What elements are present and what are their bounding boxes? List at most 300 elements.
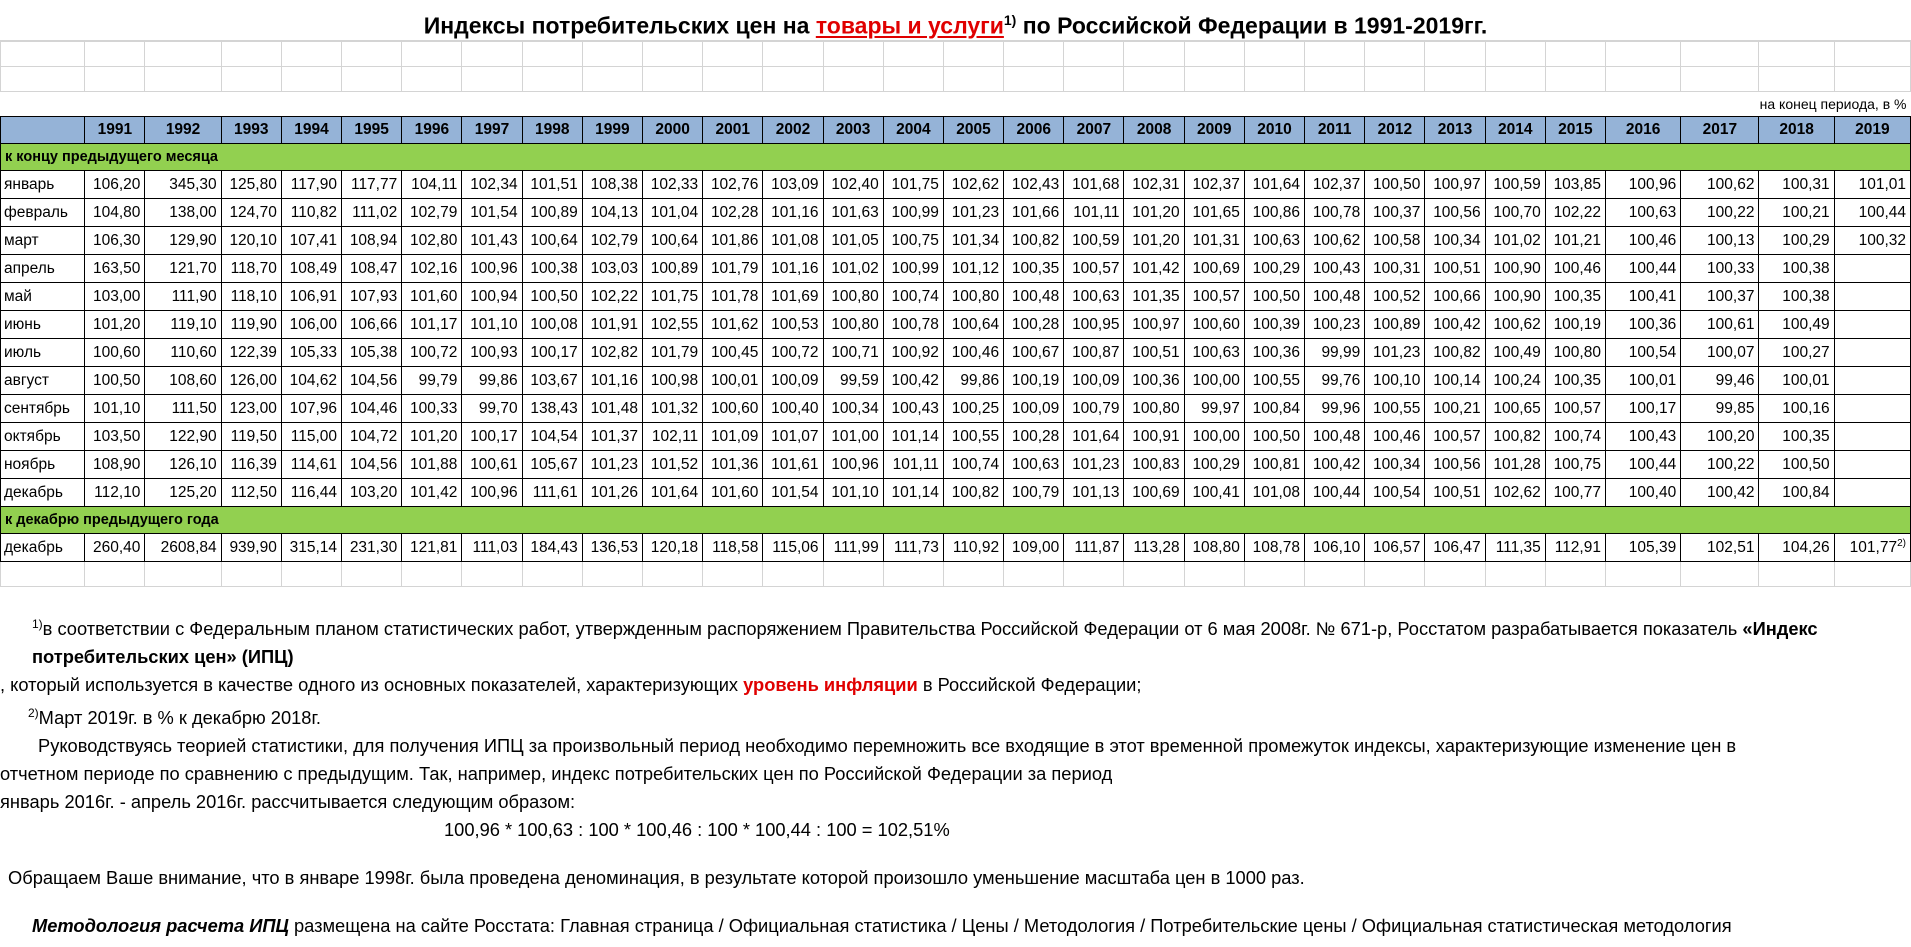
value-cell[interactable]: 100,65 — [1485, 395, 1545, 423]
value-cell[interactable]: 104,72 — [342, 423, 402, 451]
value-cell[interactable]: 100,43 — [883, 395, 943, 423]
value-cell[interactable]: 100,29 — [1184, 451, 1244, 479]
value-cell[interactable]: 101,69 — [763, 283, 823, 311]
value-cell[interactable]: 100,48 — [1305, 423, 1365, 451]
empty-cell[interactable] — [823, 42, 883, 67]
year-header[interactable]: 2016 — [1605, 117, 1680, 144]
empty-cell[interactable] — [943, 562, 1003, 587]
empty-cell[interactable] — [823, 67, 883, 92]
empty-cell[interactable] — [402, 67, 462, 92]
value-cell[interactable]: 100,55 — [1244, 367, 1304, 395]
empty-cell[interactable] — [462, 67, 522, 92]
value-cell[interactable]: 100,44 — [1305, 479, 1365, 507]
value-cell[interactable]: 100,42 — [883, 367, 943, 395]
empty-cell[interactable] — [823, 562, 883, 587]
value-cell[interactable]: 101,10 — [85, 395, 145, 423]
value-cell[interactable]: 100,50 — [1759, 451, 1834, 479]
value-cell[interactable]: 100,71 — [823, 339, 883, 367]
value-cell[interactable]: 101,21 — [1545, 227, 1605, 255]
value-cell[interactable]: 100,00 — [1184, 367, 1244, 395]
value-cell[interactable]: 108,94 — [342, 227, 402, 255]
empty-cell[interactable] — [943, 42, 1003, 67]
value-cell[interactable]: 100,44 — [1605, 451, 1680, 479]
value-cell[interactable]: 100,34 — [1365, 451, 1425, 479]
value-cell[interactable]: 100,91 — [1124, 423, 1184, 451]
year-header[interactable]: 2006 — [1004, 117, 1064, 144]
value-cell[interactable]: 101,78 — [703, 283, 763, 311]
section-monthly[interactable]: к концу предыдущего месяца — [1, 144, 1911, 171]
value-cell[interactable]: 101,07 — [763, 423, 823, 451]
value-cell[interactable]: 100,96 — [462, 479, 522, 507]
value-cell[interactable]: 100,46 — [943, 339, 1003, 367]
value-cell[interactable]: 101,01 — [1834, 171, 1910, 199]
empty-cell[interactable] — [1, 42, 85, 67]
empty-cell[interactable] — [883, 67, 943, 92]
value-cell[interactable] — [883, 534, 943, 562]
value-cell[interactable]: 115,00 — [281, 423, 341, 451]
empty-cell[interactable] — [145, 562, 221, 587]
value-cell[interactable]: 100,63 — [1605, 199, 1680, 227]
value-cell[interactable]: 100,14 — [1425, 367, 1485, 395]
value-cell[interactable]: 100,72 — [402, 339, 462, 367]
value-cell[interactable]: 100,96 — [823, 451, 883, 479]
value-cell[interactable]: 99,46 — [1681, 367, 1759, 395]
value-cell[interactable]: 129,90 — [145, 227, 221, 255]
value-cell[interactable]: 101,20 — [1124, 199, 1184, 227]
value-cell[interactable]: 101,23 — [943, 199, 1003, 227]
empty-cell[interactable] — [1305, 67, 1365, 92]
empty-cell[interactable] — [1124, 67, 1184, 92]
month-label[interactable]: декабрь — [1, 534, 85, 562]
value-cell[interactable] — [1834, 451, 1910, 479]
value-cell[interactable]: 100,83 — [1124, 451, 1184, 479]
value-cell[interactable]: 101,14 — [883, 423, 943, 451]
empty-cell[interactable] — [1605, 42, 1680, 67]
value-cell[interactable]: 101,28 — [1485, 451, 1545, 479]
value-cell[interactable]: 101,10 — [823, 479, 883, 507]
value-cell[interactable]: 103,85 — [1545, 171, 1605, 199]
value-cell[interactable]: 103,50 — [85, 423, 145, 451]
value-cell[interactable]: 100,35 — [1759, 423, 1834, 451]
value-cell[interactable] — [221, 534, 281, 562]
empty-cell[interactable] — [883, 562, 943, 587]
value-cell[interactable]: 100,80 — [823, 311, 883, 339]
value-cell[interactable]: 102,62 — [943, 171, 1003, 199]
value-cell[interactable]: 101,35 — [1124, 283, 1184, 311]
value-cell[interactable]: 104,56 — [342, 451, 402, 479]
year-header[interactable]: 1991 — [85, 117, 145, 144]
month-label[interactable]: август — [1, 367, 85, 395]
value-cell[interactable]: 101,10 — [462, 311, 522, 339]
empty-cell[interactable] — [342, 67, 402, 92]
value-cell[interactable]: 111,50 — [145, 395, 221, 423]
value-cell[interactable]: 100,80 — [1124, 395, 1184, 423]
value-cell[interactable]: 100,99 — [883, 255, 943, 283]
value-cell[interactable]: 100,13 — [1681, 227, 1759, 255]
value-cell[interactable]: 100,93 — [462, 339, 522, 367]
value-cell[interactable]: 101,00 — [823, 423, 883, 451]
year-header[interactable]: 2015 — [1545, 117, 1605, 144]
value-cell[interactable]: 100,74 — [943, 451, 1003, 479]
value-cell[interactable]: 100,82 — [1425, 339, 1485, 367]
empty-cell[interactable] — [342, 42, 402, 67]
value-cell[interactable] — [85, 534, 145, 562]
empty-cell[interactable] — [582, 67, 642, 92]
value-cell[interactable]: 100,28 — [1004, 423, 1064, 451]
value-cell[interactable]: 100,33 — [1681, 255, 1759, 283]
empty-cell[interactable] — [221, 67, 281, 92]
year-header[interactable]: 2012 — [1365, 117, 1425, 144]
value-cell[interactable]: 100,46 — [1545, 255, 1605, 283]
value-cell[interactable]: 100,84 — [1759, 479, 1834, 507]
value-cell[interactable]: 99,99 — [1305, 339, 1365, 367]
inflation-link[interactable]: уровень инфляции — [743, 674, 918, 696]
empty-cell[interactable] — [1, 67, 85, 92]
empty-cell[interactable] — [703, 67, 763, 92]
value-cell[interactable]: 100,43 — [1605, 423, 1680, 451]
value-cell[interactable]: 100,27 — [1759, 339, 1834, 367]
value-cell[interactable]: 121,70 — [145, 255, 221, 283]
value-cell[interactable]: 100,60 — [85, 339, 145, 367]
month-label[interactable]: май — [1, 283, 85, 311]
value-cell[interactable]: 100,79 — [1004, 479, 1064, 507]
empty-cell[interactable] — [1184, 67, 1244, 92]
value-cell[interactable] — [1004, 534, 1064, 562]
value-cell[interactable]: 101,02 — [823, 255, 883, 283]
value-cell[interactable]: 100,17 — [462, 423, 522, 451]
value-cell[interactable]: 104,54 — [522, 423, 582, 451]
value-cell[interactable]: 100,54 — [1365, 479, 1425, 507]
value-cell[interactable]: 100,44 — [1605, 255, 1680, 283]
empty-cell[interactable] — [1064, 562, 1124, 587]
value-cell[interactable]: 101,16 — [582, 367, 642, 395]
value-cell[interactable]: 100,51 — [1425, 479, 1485, 507]
value-cell[interactable] — [1305, 534, 1365, 562]
value-cell[interactable]: 100,49 — [1759, 311, 1834, 339]
value-cell[interactable]: 100,22 — [1681, 199, 1759, 227]
empty-cell[interactable] — [1681, 562, 1759, 587]
year-header[interactable]: 2000 — [642, 117, 702, 144]
value-cell[interactable]: 118,70 — [221, 255, 281, 283]
value-cell[interactable]: 100,41 — [1605, 283, 1680, 311]
value-cell[interactable]: 100,70 — [1485, 199, 1545, 227]
value-cell[interactable]: 123,00 — [221, 395, 281, 423]
empty-cell[interactable] — [402, 562, 462, 587]
value-cell[interactable]: 102,76 — [703, 171, 763, 199]
value-cell[interactable]: 100,42 — [1305, 451, 1365, 479]
value-cell[interactable]: 100,42 — [1681, 479, 1759, 507]
value-cell[interactable]: 102,80 — [402, 227, 462, 255]
value-cell[interactable] — [1834, 479, 1910, 507]
year-header[interactable]: 2007 — [1064, 117, 1124, 144]
value-cell[interactable]: 106,66 — [342, 311, 402, 339]
methodology-link[interactable]: Методология расчета ИПЦ — [32, 915, 289, 937]
value-cell[interactable]: 102,82 — [582, 339, 642, 367]
value-cell[interactable]: 100,63 — [1244, 227, 1304, 255]
value-cell[interactable]: 100,48 — [1305, 283, 1365, 311]
year-header[interactable]: 1993 — [221, 117, 281, 144]
empty-cell[interactable] — [763, 562, 823, 587]
value-cell[interactable]: 112,10 — [85, 479, 145, 507]
value-cell[interactable]: 101,60 — [703, 479, 763, 507]
value-cell[interactable]: 99,76 — [1305, 367, 1365, 395]
value-cell[interactable]: 101,51 — [522, 171, 582, 199]
value-cell[interactable]: 106,30 — [85, 227, 145, 255]
value-cell[interactable]: 111,61 — [522, 479, 582, 507]
value-cell[interactable]: 105,38 — [342, 339, 402, 367]
value-cell[interactable]: 101,09 — [703, 423, 763, 451]
value-cell[interactable]: 100,01 — [1605, 367, 1680, 395]
value-cell[interactable]: 100,82 — [1485, 423, 1545, 451]
value-cell[interactable] — [281, 534, 341, 562]
value-cell[interactable]: 100,17 — [1605, 395, 1680, 423]
value-cell[interactable]: 100,29 — [1244, 255, 1304, 283]
value-cell[interactable]: 100,34 — [1425, 227, 1485, 255]
value-cell[interactable]: 100,35 — [1004, 255, 1064, 283]
value-cell[interactable]: 120,10 — [221, 227, 281, 255]
year-header[interactable]: 1996 — [402, 117, 462, 144]
empty-cell[interactable] — [522, 42, 582, 67]
value-cell[interactable]: 100,57 — [1064, 255, 1124, 283]
value-cell[interactable]: 126,10 — [145, 451, 221, 479]
empty-cell[interactable] — [1365, 42, 1425, 67]
value-cell[interactable]: 101,63 — [823, 199, 883, 227]
value-cell[interactable]: 100,22 — [1681, 451, 1759, 479]
value-cell[interactable]: 102,34 — [462, 171, 522, 199]
value-cell[interactable]: 102,28 — [703, 199, 763, 227]
value-cell[interactable]: 100,48 — [1004, 283, 1064, 311]
empty-cell[interactable] — [1124, 42, 1184, 67]
empty-cell[interactable] — [703, 42, 763, 67]
value-cell[interactable]: 100,24 — [1485, 367, 1545, 395]
month-label[interactable]: январь — [1, 171, 85, 199]
month-label[interactable]: апрель — [1, 255, 85, 283]
value-cell[interactable]: 105,33 — [281, 339, 341, 367]
value-cell[interactable]: 99,79 — [402, 367, 462, 395]
month-label[interactable]: декабрь — [1, 479, 85, 507]
value-cell[interactable]: 100,86 — [1244, 199, 1304, 227]
value-cell[interactable]: 100,50 — [85, 367, 145, 395]
value-cell[interactable]: 102,11 — [642, 423, 702, 451]
value-cell[interactable]: 99,85 — [1681, 395, 1759, 423]
year-header[interactable]: 1994 — [281, 117, 341, 144]
value-cell[interactable]: 100,53 — [763, 311, 823, 339]
value-cell[interactable]: 100,57 — [1184, 283, 1244, 311]
value-cell[interactable]: 101,16 — [763, 255, 823, 283]
value-cell[interactable]: 100,46 — [1365, 423, 1425, 451]
value-cell[interactable]: 99,96 — [1305, 395, 1365, 423]
value-cell[interactable]: 100,79 — [1064, 395, 1124, 423]
value-cell[interactable]: 105,67 — [522, 451, 582, 479]
value-cell[interactable]: 106,00 — [281, 311, 341, 339]
empty-cell[interactable] — [1004, 42, 1064, 67]
value-cell[interactable] — [1485, 534, 1545, 562]
value-cell[interactable]: 101,48 — [582, 395, 642, 423]
empty-cell[interactable] — [281, 42, 341, 67]
empty-cell[interactable] — [281, 67, 341, 92]
empty-cell[interactable] — [1545, 67, 1605, 92]
value-cell[interactable]: 100,38 — [1759, 283, 1834, 311]
value-cell[interactable]: 101,23 — [1365, 339, 1425, 367]
value-cell[interactable]: 100,55 — [1365, 395, 1425, 423]
value-cell[interactable] — [1834, 395, 1910, 423]
empty-cell[interactable] — [1834, 562, 1910, 587]
value-cell[interactable]: 100,45 — [703, 339, 763, 367]
value-cell[interactable]: 100,40 — [1605, 479, 1680, 507]
value-cell[interactable]: 102,62 — [1485, 479, 1545, 507]
value-cell[interactable]: 100,61 — [1681, 311, 1759, 339]
value-cell[interactable]: 100,96 — [462, 255, 522, 283]
value-cell[interactable]: 101,32 — [642, 395, 702, 423]
value-cell[interactable]: 100,62 — [1305, 227, 1365, 255]
value-cell[interactable]: 100,74 — [883, 283, 943, 311]
value-cell[interactable]: 100,89 — [1365, 311, 1425, 339]
value-cell[interactable]: 108,49 — [281, 255, 341, 283]
value-cell[interactable]: 100,82 — [943, 479, 1003, 507]
value-cell[interactable]: 101,91 — [582, 311, 642, 339]
value-cell[interactable]: 101,23 — [582, 451, 642, 479]
empty-cell[interactable] — [221, 42, 281, 67]
value-cell[interactable]: 100,52 — [1365, 283, 1425, 311]
value-cell[interactable]: 101,75 — [883, 171, 943, 199]
value-cell[interactable]: 100,59 — [1485, 171, 1545, 199]
value-cell[interactable]: 100,90 — [1485, 283, 1545, 311]
value-cell[interactable]: 101,62 — [703, 311, 763, 339]
value-cell[interactable]: 100,29 — [1759, 227, 1834, 255]
value-cell[interactable]: 101,16 — [763, 199, 823, 227]
value-cell[interactable]: 101,11 — [883, 451, 943, 479]
empty-cell[interactable] — [342, 562, 402, 587]
value-cell[interactable]: 99,86 — [943, 367, 1003, 395]
value-cell[interactable]: 100,66 — [1425, 283, 1485, 311]
value-cell[interactable] — [943, 534, 1003, 562]
value-cell[interactable]: 124,70 — [221, 199, 281, 227]
value-cell[interactable]: 100,92 — [883, 339, 943, 367]
value-cell[interactable]: 101,31 — [1184, 227, 1244, 255]
empty-cell[interactable] — [1681, 67, 1759, 92]
value-cell[interactable]: 100,54 — [1605, 339, 1680, 367]
value-cell[interactable]: 107,41 — [281, 227, 341, 255]
value-cell[interactable]: 100,32 — [1834, 227, 1910, 255]
value-cell[interactable]: 103,67 — [522, 367, 582, 395]
value-cell[interactable]: 117,90 — [281, 171, 341, 199]
value-cell[interactable]: 101,20 — [402, 423, 462, 451]
value-cell[interactable]: 122,39 — [221, 339, 281, 367]
value-cell[interactable]: 101,61 — [763, 451, 823, 479]
value-cell[interactable]: 138,00 — [145, 199, 221, 227]
year-header[interactable]: 1995 — [342, 117, 402, 144]
value-cell[interactable]: 100,16 — [1759, 395, 1834, 423]
value-cell[interactable]: 116,39 — [221, 451, 281, 479]
value-cell[interactable]: 101,17 — [402, 311, 462, 339]
year-header[interactable]: 1998 — [522, 117, 582, 144]
value-cell[interactable]: 100,01 — [703, 367, 763, 395]
empty-cell[interactable] — [85, 562, 145, 587]
value-cell[interactable]: 101,26 — [582, 479, 642, 507]
empty-cell[interactable] — [85, 67, 145, 92]
value-cell[interactable]: 101,20 — [1124, 227, 1184, 255]
value-cell[interactable]: 100,50 — [1365, 171, 1425, 199]
value-cell[interactable]: 100,10 — [1365, 367, 1425, 395]
value-cell[interactable]: 345,30 — [145, 171, 221, 199]
month-label[interactable]: октябрь — [1, 423, 85, 451]
value-cell[interactable] — [823, 534, 883, 562]
year-header[interactable]: 1997 — [462, 117, 522, 144]
empty-cell[interactable] — [1124, 562, 1184, 587]
value-cell[interactable]: 100,36 — [1124, 367, 1184, 395]
value-cell[interactable]: 111,02 — [342, 199, 402, 227]
value-cell[interactable]: 100,63 — [1184, 339, 1244, 367]
year-header[interactable]: 2008 — [1124, 117, 1184, 144]
value-cell[interactable]: 100,72 — [763, 339, 823, 367]
value-cell[interactable]: 107,93 — [342, 283, 402, 311]
value-cell[interactable]: 100,41 — [1184, 479, 1244, 507]
value-cell[interactable] — [1681, 534, 1759, 562]
empty-cell[interactable] — [281, 562, 341, 587]
value-cell[interactable]: 100,99 — [883, 199, 943, 227]
value-cell[interactable]: 100,81 — [1244, 451, 1304, 479]
value-cell[interactable] — [703, 534, 763, 562]
empty-cell[interactable] — [1064, 67, 1124, 92]
empty-cell[interactable] — [1485, 67, 1545, 92]
value-cell[interactable] — [1545, 534, 1605, 562]
value-cell[interactable]: 100,35 — [1545, 367, 1605, 395]
value-cell[interactable]: 100,64 — [522, 227, 582, 255]
value-cell[interactable]: 100,69 — [1184, 255, 1244, 283]
value-cell[interactable]: 101,20 — [85, 311, 145, 339]
empty-cell[interactable] — [522, 67, 582, 92]
empty-cell[interactable] — [462, 42, 522, 67]
value-cell[interactable]: 100,50 — [522, 283, 582, 311]
value-cell[interactable]: 102,40 — [823, 171, 883, 199]
empty-cell[interactable] — [1834, 42, 1910, 67]
value-cell[interactable]: 100,74 — [1545, 423, 1605, 451]
value-cell[interactable]: 100,75 — [883, 227, 943, 255]
value-cell[interactable]: 102,37 — [1184, 171, 1244, 199]
value-cell[interactable]: 101,02 — [1485, 227, 1545, 255]
empty-cell[interactable] — [1759, 562, 1834, 587]
value-cell[interactable]: 100,94 — [462, 283, 522, 311]
value-cell[interactable]: 104,13 — [582, 199, 642, 227]
value-cell[interactable] — [342, 534, 402, 562]
value-cell[interactable]: 100,61 — [462, 451, 522, 479]
value-cell[interactable]: 100,97 — [1425, 171, 1485, 199]
value-cell[interactable]: 100,55 — [943, 423, 1003, 451]
empty-cell[interactable] — [1681, 42, 1759, 67]
value-cell[interactable]: 108,38 — [582, 171, 642, 199]
value-cell[interactable]: 102,31 — [1124, 171, 1184, 199]
value-cell[interactable]: 108,90 — [85, 451, 145, 479]
value-cell[interactable] — [1759, 534, 1834, 562]
value-cell[interactable]: 100,62 — [1681, 171, 1759, 199]
value-cell[interactable] — [462, 534, 522, 562]
value-cell[interactable]: 100,50 — [1244, 283, 1304, 311]
value-cell[interactable]: 100,36 — [1605, 311, 1680, 339]
value-cell[interactable]: 100,84 — [1244, 395, 1304, 423]
empty-cell[interactable] — [703, 562, 763, 587]
empty-cell[interactable] — [1365, 67, 1425, 92]
value-cell[interactable]: 100,51 — [1124, 339, 1184, 367]
empty-cell[interactable] — [1425, 67, 1485, 92]
value-cell[interactable]: 100,89 — [642, 255, 702, 283]
month-label[interactable]: июль — [1, 339, 85, 367]
value-cell[interactable]: 101,88 — [402, 451, 462, 479]
empty-cell[interactable] — [145, 67, 221, 92]
value-cell[interactable]: 100,38 — [522, 255, 582, 283]
value-cell[interactable]: 108,60 — [145, 367, 221, 395]
value-cell[interactable]: 100,40 — [763, 395, 823, 423]
value-cell[interactable]: 108,47 — [342, 255, 402, 283]
